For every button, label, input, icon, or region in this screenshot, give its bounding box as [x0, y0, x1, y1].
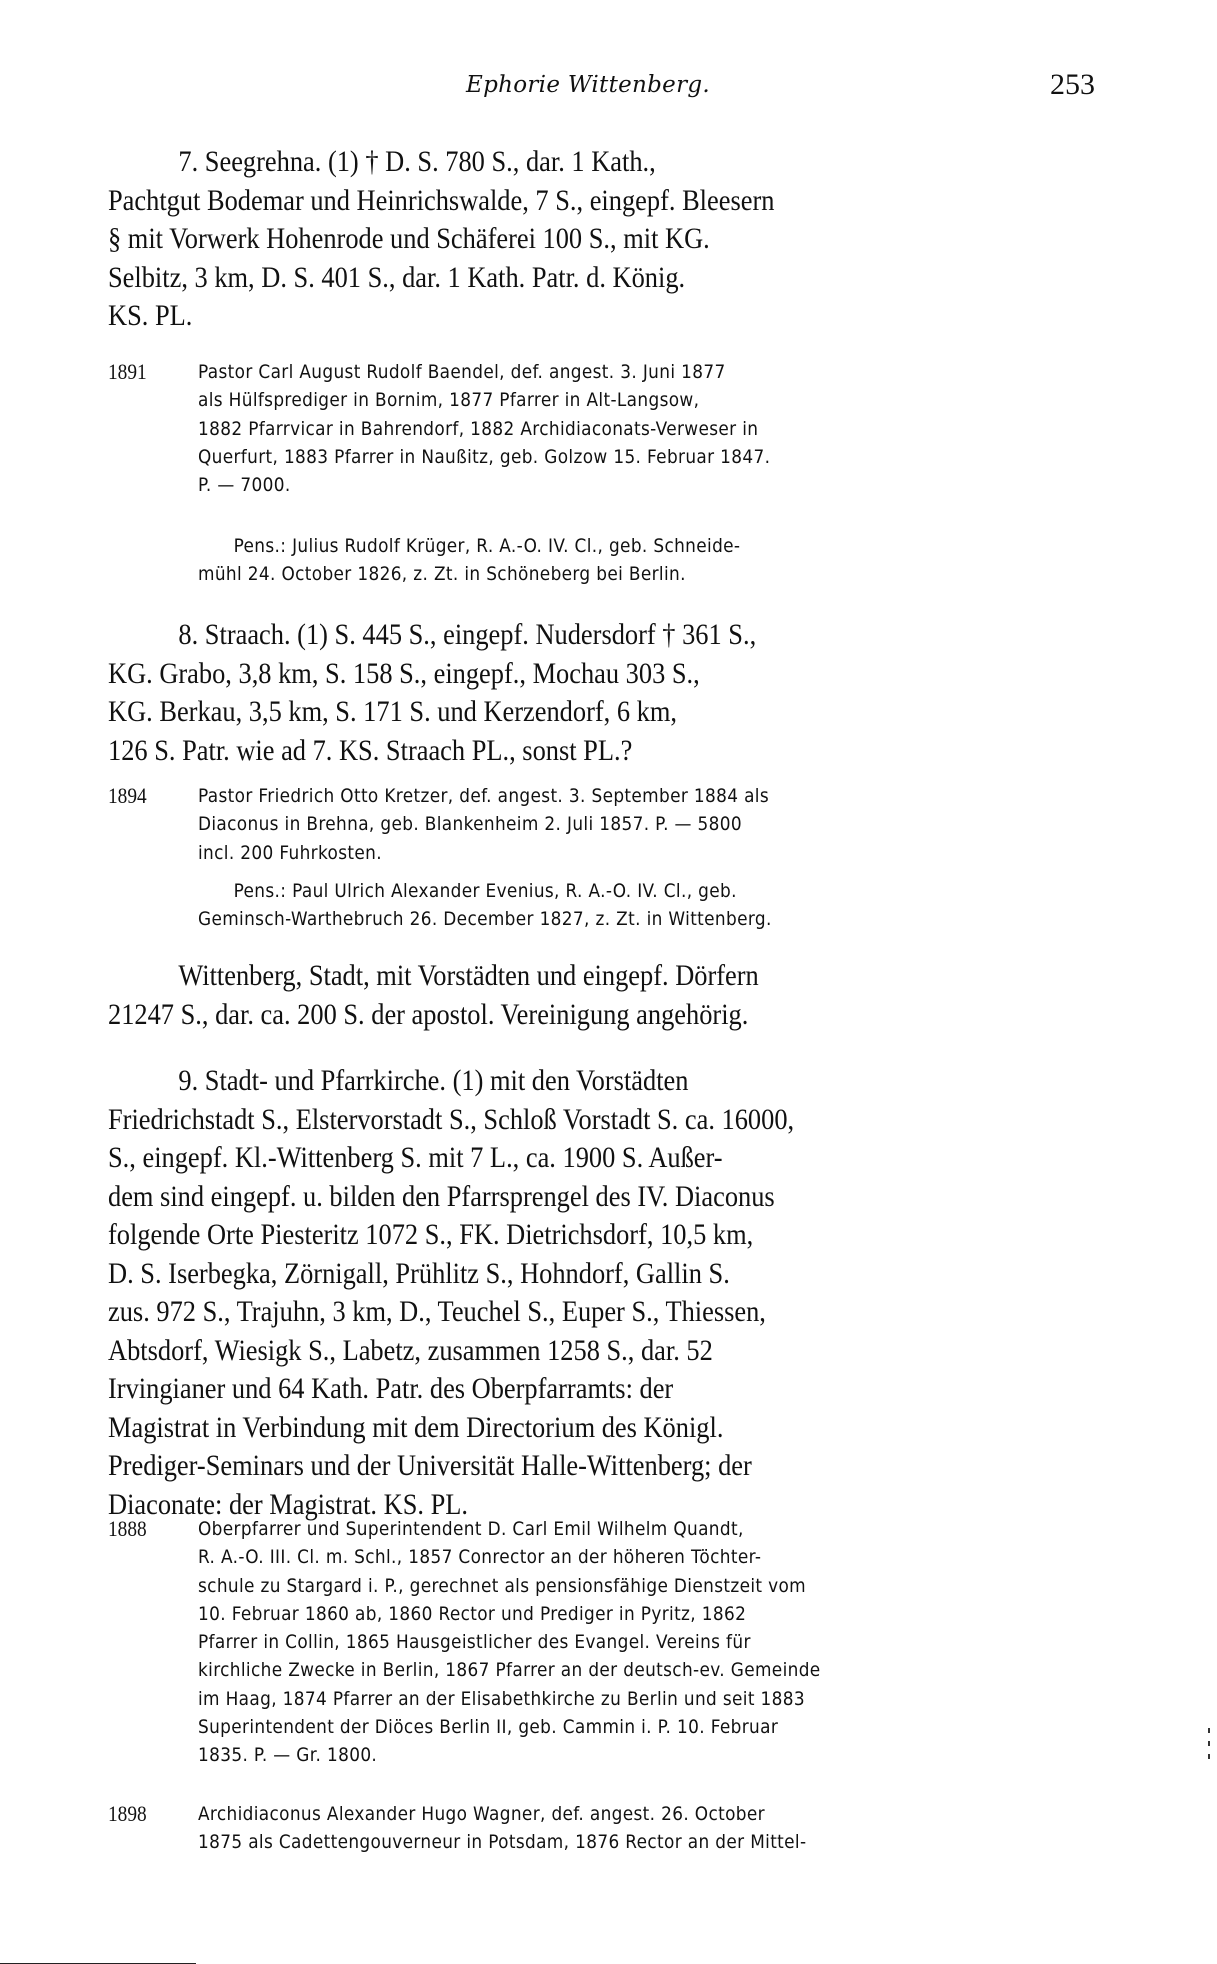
entry-line: Prediger-Seminars und der Universität Halle-Wittenberg; der: [108, 1449, 752, 1482]
note-line: Pastor Carl August Rudolf Baendel, def. angest. 3. Juni 1877: [198, 361, 726, 383]
entry-line: S., eingepf. Kl.-Wittenberg S. mit 7 L., ca. 1900 S. Außer-: [108, 1141, 723, 1174]
entry-line: KG. Berkau, 3,5 km, S. 171 S. und Kerzendorf, 6 km,: [108, 695, 678, 728]
note-line: Oberpfarrer und Superintendent D. Carl Emil Wilhelm Quandt,: [198, 1518, 744, 1540]
note-line: 10. Februar 1860 ab, 1860 Rector und Prediger in Pyritz, 1862: [198, 1602, 747, 1625]
entry-7-seegrehna: [108, 143, 1108, 336]
note-line: 1882 Pfarrvicar in Bahrendorf, 1882 Archidiaconats-Verweser in: [198, 417, 759, 440]
note-body: [198, 532, 1097, 589]
note-line: Pfarrer in Collin, 1865 Hausgeistlicher des Evangel. Vereins für: [198, 1631, 751, 1654]
entry-line: folgende Orte Piesteritz 1072 S., FK. Dietrichsdorf, 10,5 km,: [108, 1218, 754, 1251]
note-line: Querfurt, 1883 Pfarrer in Naußitz, geb. Golzow 15. Februar 1847.: [198, 445, 771, 468]
note-line: Diaconus in Brehna, geb. Blankenheim 2. Juli 1857. P. — 5800: [198, 813, 743, 836]
entry-8-straach: [108, 616, 1108, 770]
entry-line: KS. PL.: [108, 299, 193, 332]
page-number: 253: [1050, 68, 1095, 101]
entry-line: 9. Stadt- und Pfarrkirche. (1) mit den Vorstädten: [178, 1064, 689, 1097]
note-line: mühl 24. October 1826, z. Zt. in Schöneberg bei Berlin.: [198, 563, 686, 586]
entry-line: Selbitz, 3 km, D. S. 401 S., dar. 1 Kath. Patr. d. König.: [108, 260, 686, 294]
note-body: [198, 877, 1097, 934]
note-line: 1835. P. — Gr. 1800.: [198, 1744, 378, 1767]
entry-line: § mit Vorwerk Hohenrode und Schäferei 100 S., mit KG.: [108, 222, 710, 255]
entry-line: Abtsdorf, Wiesigk S., Labetz, zusammen 1258 S., dar. 52: [108, 1333, 713, 1367]
entry-wittenberg: [108, 957, 1108, 1034]
note-line: schule zu Stargard i. P., gerechnet als pensionsfähige Dienstzeit vom: [198, 1574, 807, 1597]
note-body: [198, 782, 1097, 867]
entry-line: Irvingianer und 64 Kath. Patr. des Oberpfarramts: der: [108, 1372, 674, 1405]
entry-line: 21247 S., dar. ca. 200 S. der apostol. Vereinigung angehörig.: [108, 997, 749, 1031]
note-line: kirchliche Zwecke in Berlin, 1867 Pfarrer an der deutsch-ev. Gemeinde: [198, 1659, 821, 1682]
note-year: 1894: [108, 783, 147, 808]
note-body: [198, 1515, 1097, 1770]
entry-line: Wittenberg, Stadt, mit Vorstädten und eingepf. Dörfern: [178, 959, 759, 992]
entry-line: zus. 972 S., Trajuhn, 3 km, D., Teuchel S., Euper S., Thiessen,: [108, 1295, 766, 1328]
entry-9-stadt-und-pfarrkirche: [108, 1062, 1108, 1524]
entry-line: Magistrat in Verbindung mit dem Directorium des Königl.: [108, 1410, 724, 1444]
note-line: Archidiaconus Alexander Hugo Wagner, def. angest. 26. October: [198, 1803, 765, 1825]
note-year: 1898: [108, 1801, 147, 1826]
note-line: Pens.: Julius Rudolf Krüger, R. A.-O. IV. Cl., geb. Schneide-: [233, 535, 741, 557]
note-line: Superintendent der Diöces Berlin II, geb. Cammin i. P. 10. Februar: [198, 1716, 779, 1739]
entry-line: D. S. Iserbegka, Zörnigall, Prühlitz S., Hohndorf, Gallin S.: [108, 1256, 730, 1290]
note-line: als Hülfsprediger in Bornim, 1877 Pfarrer in Alt-Langsow,: [198, 389, 700, 412]
note-year: 1888: [108, 1516, 147, 1541]
entry-line: 7. Seegrehna. (1) † D. S. 780 S., dar. 1 Kath.,: [178, 145, 656, 178]
entry-line: Friedrichstadt S., Elstervorstadt S., Schloß Vorstadt S. ca. 16000,: [108, 1102, 795, 1136]
running-title: Ephorie Wittenberg.: [466, 72, 711, 98]
note-line: R. A.-O. III. Cl. m. Schl., 1857 Conrector an der höheren Töchter-: [198, 1546, 762, 1569]
note-line: incl. 200 Fuhrkosten.: [198, 841, 382, 864]
entry-line: 8. Straach. (1) S. 445 S., eingepf. Nudersdorf † 361 S.,: [178, 618, 757, 651]
note-line: Geminsch-Warthebruch 26. December 1827, z. Zt. in Wittenberg.: [198, 908, 772, 931]
scan-margin-marks: [1208, 1728, 1211, 1768]
note-body: [198, 358, 1097, 499]
note-body: [198, 1800, 1097, 1857]
note-line: Pastor Friedrich Otto Kretzer, def. angest. 3. September 1884 als: [198, 785, 770, 807]
note-line: im Haag, 1874 Pfarrer an der Elisabethkirche zu Berlin und seit 1883: [198, 1687, 806, 1710]
entry-line: KG. Grabo, 3,8 km, S. 158 S., eingepf., Mochau 303 S.,: [108, 656, 700, 690]
note-line: Pens.: Paul Ulrich Alexander Evenius, R. A.-O. IV. Cl., geb.: [233, 880, 737, 902]
entry-line: dem sind eingepf. u. bilden den Pfarrsprengel des IV. Diaconus: [108, 1179, 775, 1213]
running-head: [0, 68, 1217, 108]
entry-line: 126 S. Patr. wie ad 7. KS. Straach PL., sonst PL.?: [108, 733, 633, 767]
entry-line: Diaconate: der Magistrat. KS. PL.: [108, 1487, 468, 1521]
note-line: 1875 als Cadettengouverneur in Potsdam, 1876 Rector an der Mittel-: [198, 1831, 807, 1854]
entry-line: Pachtgut Bodemar und Heinrichswalde, 7 S., eingepf. Bleesern: [108, 183, 775, 217]
note-line: P. — 7000.: [198, 474, 291, 497]
note-year: 1891: [108, 359, 147, 384]
